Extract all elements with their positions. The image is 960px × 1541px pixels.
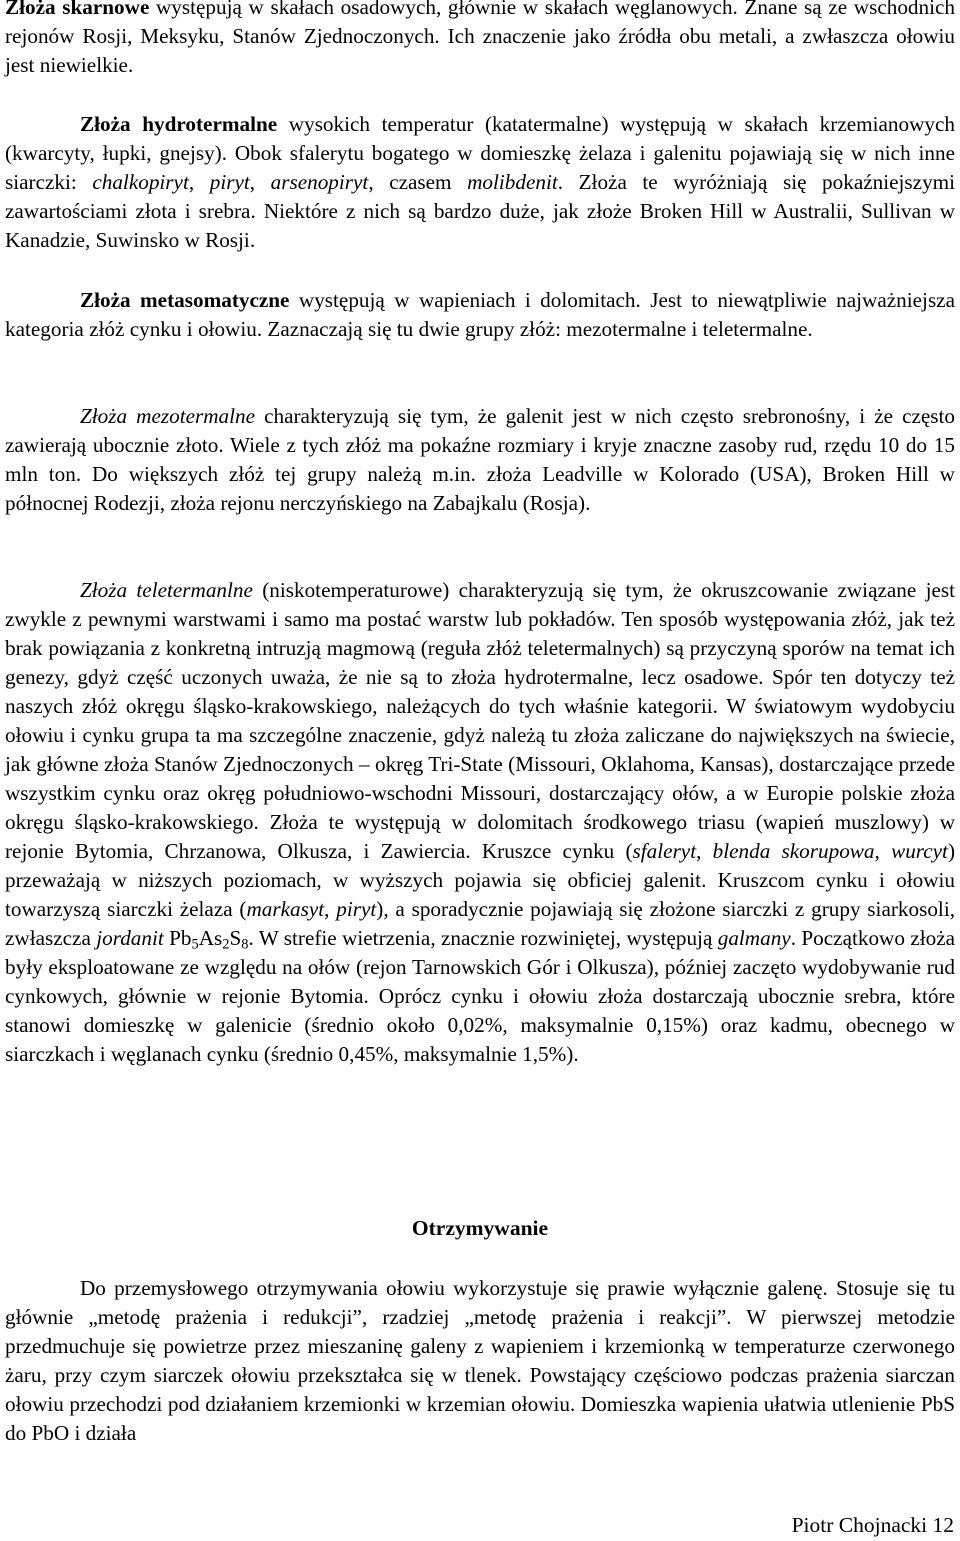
paragraph-skarn-deposits: Złoża skarnowe występują w skałach osadowych, głównie w skałach węglanowych. Znane są ze wschodnich rejonów Rosji, Meksyku, Stanów Zjednoczonych. Ich znaczenie jako źródła obu metali, a zwłaszcza ołowiu jest niewielkie. bbox=[5, 0, 955, 80]
paragraph-metasomatic-deposits: Złoża metasomatyczne występują w wapieniach i dolomitach. Jest to niewątpliwie najważniejsza kategoria złóż cynku i ołowiu. Zaznaczają się tu dwie grupy złóż: mezotermalne i teletermalne. bbox=[5, 288, 955, 341]
term-mesothermal: Złoża mezotermalne bbox=[80, 404, 256, 428]
page-footer: Piotr Chojnacki 12 bbox=[791, 1513, 954, 1537]
section-heading: Otrzymywanie bbox=[411, 1216, 549, 1240]
paragraph-telethermal-deposits: Złoża teletermanlne (niskotemperaturowe) charakteryzują się tym, że okruszcowanie związane jest zwykle z pewnymi warstwami i samo ma postać warstw lub pokładów. Ten sposób występowania złóż, jak też brak powiązania z konkretną intruzją magmową (reguła złóż teletermalnych) są przyczyną sporów na temat ich genezy, gdyż część uczonych uważa, że nie są to złoża hydrotermalne, lecz osadowe. Spór ten dotyczy też naszych złóż okręgu śląsko-krakowskiego, należących do tych właśnie kategorii. W światowym wydobyciu ołowiu i cynku grupa ta ma szczególne znaczenie, gdyż należą tu złoża zaliczane do największych na świecie, jak główne złoża Stanów Zjednoczonych – okręg Tri-State (Missouri, Oklahoma, Kansas), dostarczające przede wszystkim cynku oraz okręg południowo-wschodni Missouri, dostarczający ołów, a w Europie polskie złoża okręgu śląsko-krakowskiego. Złoża te występują w dolomitach środkowego triasu (wapień muszlowy) w rejonie Bytomia, Chrzanowa, Olkusza, i Zawiercia. Kruszce cynku (sfaleryt, blenda skorupowa, wurcyt) przeważają w niższych poziomach, w wyższych pojawia się obficiej galenit. Kruszcom cynku i ołowiu towarzyszą siarczki żelaza (markasyt, piryt), a sporadycznie pojawiają się złożone siarczki z grupy siarkosoli, zwłaszcza jordanit $Pb_5As_2S_8$. W strefie wietrzenia, znacznie rozwiniętej, występują galmany. Początkowo złoża były eksploatowane ze względu na ołów (rejon Tarnowskich Gór i Olkusza), później zaczęto wydobywanie rud cynkowych, głównie w rejonie Bytomia. Oprócz cynku i ołowiu złoża dostarczają ubocznie srebra, które stanowi domieszkę w galenicie (średnio około 0,02%, maksymalnie 0,15%) oraz kadmu, obecnego w siarczkach i węglanach cynku (średnio 0,45%, maksymalnie 1,5%). bbox=[5, 578, 956, 1066]
term-skarn: Złoża skarnowe bbox=[5, 0, 150, 19]
paragraph-mesothermal-deposits: Złoża mezotermalne charakteryzują się tym, że galenit jest w nich często srebronośny, i że często zawierają ubocznie złoto. Wiele z tych złóż ma pokaźne rozmiary i kryje znaczne zasoby rud, rzędu 10 do 15 mln ton. Do większych złóż tej grupy należą m.in. złoża Leadville w Kolorado (USA), Broken Hill w północnej Rodezji, złoża rejonu nerczyńskiego na Zabajkalu (Rosja). bbox=[5, 404, 956, 515]
paragraph-production: Do przemysłowego otrzymywania ołowiu wykorzystuje się prawie wyłącznie galenę. Stosuje się tu głównie „metodę prażenia i redukcji”, rzadziej „metodę prażenia i reakcji”. W pierwszej metodzie przedmuchuje się powietrze przez mieszaninę galeny z wapieniem i krzemionką w temperaturze czerwonego żaru, przy czym siarczek ołowiu przekształca się w tlenek. Powstający częściowo podczas prażenia siarczan ołowiu przechodzi pod działaniem krzemionki w krzemian ołowiu. Domieszka wapienia ułatwia utlenienie PbS do PbO i działa bbox=[5, 1276, 955, 1445]
chemical-formula: $Pb_5As_2S_8$ bbox=[169, 926, 249, 953]
term-hydrothermal: Złoża hydrotermalne bbox=[80, 112, 278, 136]
term-metasomatic: Złoża metasomatyczne bbox=[80, 288, 290, 312]
paragraph-hydrothermal-deposits: Złoża hydrotermalne wysokich temperatur (katatermalne) występują w skałach krzemianowych (kwarcyty, łupki, gnejsy). Obok sfalerytu bogatego w domieszkę żelaza i galenitu pojawiają się w nich inne siarczki: chalkopiryt, piryt, arsenopiryt, czasem molibdenit. Złoża te wyróżniają się pokaźniejszymi zawartościami złota i srebra. Niektóre z nich są bardzo duże, jak złoże Broken Hill w Australii, Sullivan w Kanadzie, Suwinsko w Rosji. bbox=[5, 112, 956, 252]
term-telethermal: Złoża teletermanlne bbox=[80, 578, 253, 602]
